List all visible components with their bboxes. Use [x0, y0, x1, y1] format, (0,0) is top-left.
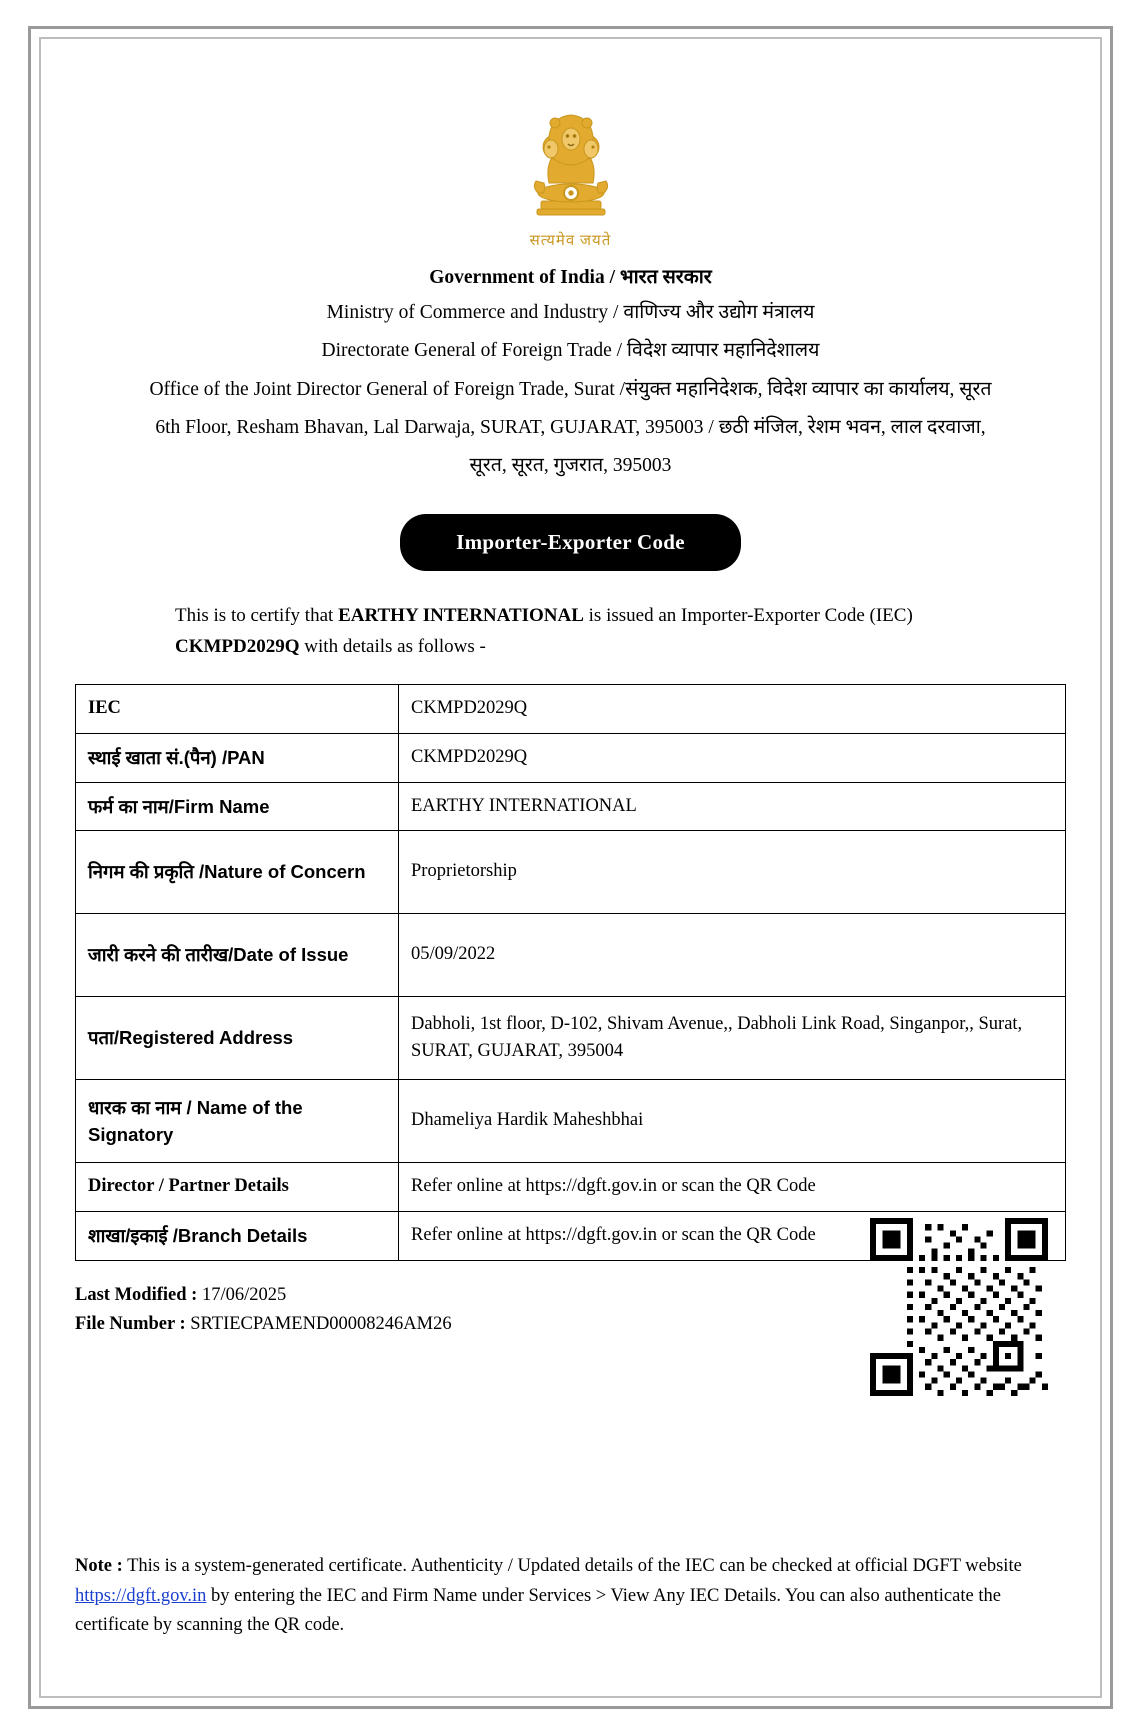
- certify-iec: CKMPD2029Q: [175, 635, 300, 657]
- last-modified-label: Last Modified :: [75, 1284, 198, 1305]
- file-number-label: File Number :: [75, 1313, 186, 1334]
- row-label: निगम की प्रकृति /Nature of Concern: [76, 831, 399, 914]
- certify-statement: [75, 601, 1066, 662]
- title-badge-wrap: [75, 514, 1066, 571]
- row-label: जारी करने की तारीख/Date of Issue: [76, 914, 399, 997]
- row-label: धारक का नाम / Name of the Signatory: [76, 1080, 399, 1163]
- certify-prefix: This is to certify that: [175, 605, 339, 627]
- iec-details-table: [75, 684, 1066, 1261]
- row-label: IEC: [76, 685, 399, 734]
- inner-border: [39, 37, 1102, 1698]
- dgft-website-link[interactable]: https://dgft.gov.in: [75, 1585, 207, 1606]
- certify-mid: is issued an Importer-Exporter: [583, 605, 820, 627]
- table-row: [76, 997, 1066, 1080]
- india-state-emblem-icon: [511, 89, 631, 227]
- outer-border: [28, 26, 1113, 1709]
- table-row: [76, 1163, 1066, 1212]
- row-label: Director / Partner Details: [76, 1163, 399, 1212]
- row-value: Dhameliya Hardik Maheshbhai: [399, 1080, 1066, 1163]
- certify-firm-name: EARTHY INTERNATIONAL: [338, 605, 584, 627]
- row-label: फर्म का नाम/Firm Name: [76, 782, 399, 831]
- ministry-line: Ministry of Commerce and Industry / वाणिज्य और उद्योग मंत्रालय: [326, 302, 815, 323]
- row-value: CKMPD2029Q: [399, 733, 1066, 782]
- row-label: शाखा/इकाई /Branch Details: [76, 1212, 399, 1261]
- certify-line2-prefix: Code (IEC): [824, 605, 913, 627]
- table-row: [76, 733, 1066, 782]
- emblem-block: [75, 89, 1066, 250]
- row-value: Refer online at https://dgft.gov.in or scan the QR Code: [399, 1163, 1066, 1212]
- office-line: Office of the Joint Director General of Foreign Trade, Surat /संयुक्त महानिदेशक, विदेश व्यापार का कार्यालय, सूरत: [149, 378, 992, 400]
- table-row: [76, 914, 1066, 997]
- note-label: Note :: [75, 1556, 123, 1577]
- row-value: Dabholi, 1st floor, D-102, Shivam Avenue,, Dabholi Link Road, Singanpor,, Surat, SURAT, GUJARAT, 395004: [399, 997, 1066, 1080]
- note-text-2: by entering the IEC and Firm Name under Services > View Any IEC Details. You can also authenticate the certificate by scanning the QR code.: [75, 1585, 1001, 1635]
- row-label: पता/Registered Address: [76, 997, 399, 1080]
- office-address-line-1: 6th Floor, Resham Bhavan, Lal Darwaja, SURAT, GUJARAT, 395003 / छठी मंजिल, रेशम भवन, लाल दरवाजा,: [155, 416, 986, 438]
- last-modified-value: 17/06/2025: [201, 1284, 287, 1305]
- office-address-line-2: सूरत, सूरत, गुजरात, 395003: [469, 455, 672, 477]
- table-row: [76, 1080, 1066, 1163]
- table-row: [76, 685, 1066, 734]
- file-number-value: SRTIECPAMEND00008246AM26: [190, 1313, 452, 1334]
- qr-code: [870, 1218, 1048, 1396]
- government-title: Government of India / भारत सरकार: [429, 267, 712, 288]
- directorate-line: Directorate General of Foreign Trade / विदेश व्यापार महानिदेशालय: [321, 340, 820, 362]
- row-value: Refer online at https://dgft.gov.in or scan the QR Code: [399, 1212, 1066, 1261]
- note-text-1: This is a system-generated certificate. Authenticity / Updated details of the IEC can be checked at official DGFT website: [122, 1556, 1022, 1577]
- table-row: [76, 831, 1066, 914]
- row-value: CKMPD2029Q: [399, 685, 1066, 734]
- footer-note: [75, 1552, 1066, 1640]
- table-row: [76, 782, 1066, 831]
- iec-title-badge: Importer-Exporter Code: [400, 514, 741, 571]
- row-label: स्थाई खाता सं.(पैन) /PAN: [76, 733, 399, 782]
- row-value: EARTHY INTERNATIONAL: [399, 782, 1066, 831]
- certify-line2-suffix: with details as follows -: [299, 635, 486, 657]
- emblem-caption: सत्यमेव जयते: [529, 233, 612, 249]
- row-value: 05/09/2022: [399, 914, 1066, 997]
- row-value: Proprietorship: [399, 831, 1066, 914]
